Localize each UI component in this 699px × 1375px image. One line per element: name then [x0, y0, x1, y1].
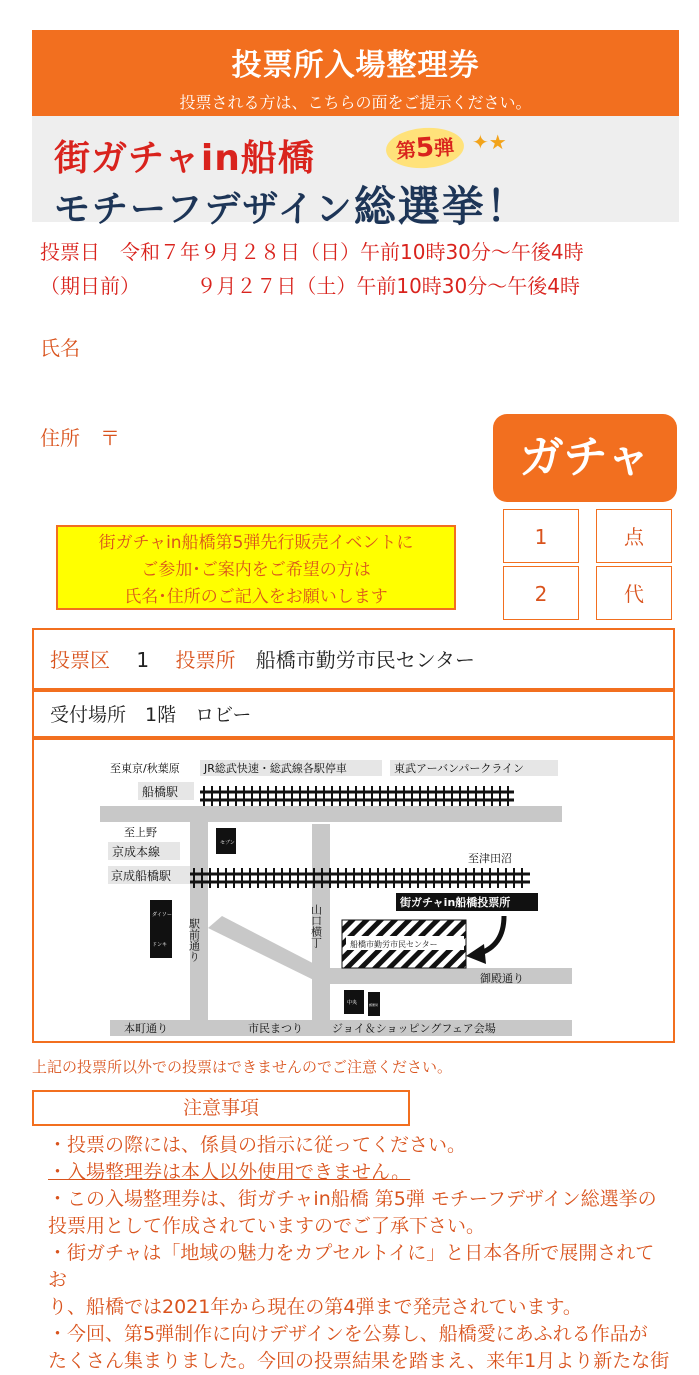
notice-line-2: ご参加･ご案内をご希望の方は [141, 560, 371, 580]
banner-text-in: in [200, 138, 241, 179]
caution-item: ・街ガチャは「地域の魅力をカプセルトイに」と日本各所で展開されてお [48, 1242, 655, 1291]
caution-item: ・投票の際には、係員の指示に従ってください。 [48, 1134, 467, 1156]
event-banner [32, 116, 679, 231]
funabashi-station-label: 船橋駅 [142, 785, 179, 799]
to-ueno-label: 至上野 [124, 826, 157, 839]
ticket-subtitle: 投票される方は、こちらの面をご提示ください。 [179, 93, 532, 112]
caution-list [32, 1132, 672, 1375]
station-value: 船橋市勤労市民センター [255, 648, 476, 672]
gacha-badge: ガチャ [493, 414, 677, 502]
tobu-line-label: 東武アーバンパークライン [394, 762, 525, 775]
keisei-rail-ties [194, 868, 522, 888]
banner-text-gacha: 街ガチャ [54, 138, 201, 179]
shop-daiso-label: ダイソー [152, 912, 172, 918]
banner-edition-badge [385, 125, 466, 170]
caution-item: ・この入場整理券は、街ガチャin船橋 第5弾 モチーフデザイン総選挙の [48, 1188, 657, 1210]
reception-text: 受付場所 1階 ロビー [50, 704, 252, 726]
name-label: 氏名 [40, 336, 80, 360]
caution-item: たくさん集まりました。今回の投票結果を踏まえ、来年1月より新たな街 [48, 1350, 670, 1372]
banner-title-line2 [54, 174, 530, 234]
map-svg [34, 740, 673, 1041]
honcho-dori-label: 本町通り [124, 1022, 168, 1035]
to-tokyo-label: 至東京/秋葉原 [110, 762, 180, 775]
banner-text-motif: モチーフデザイン [54, 189, 354, 230]
address-label: 住所 〒 [40, 426, 120, 450]
caution-item: ・今回、第5弾制作に向けデザインを公募し、船橋愛にあふれる作品が [48, 1323, 648, 1345]
station-label: 投票所 [175, 648, 236, 672]
shop-post-label: 郵便局 [369, 1003, 379, 1007]
gacha-cell-1: 1 [503, 509, 579, 563]
arrow-head-icon [466, 944, 486, 964]
keisei-station-label: 京成船橋駅 [111, 869, 172, 883]
poll-label: 街ガチャin船橋投票所 [400, 896, 511, 909]
reception-box [32, 690, 675, 738]
district-label: 投票区 [50, 648, 110, 672]
road-goten [330, 968, 572, 984]
shop-seven-label: セブン [220, 840, 235, 846]
district-value: 1 [136, 648, 150, 672]
caution-item: り、船橋では2021年から現在の第4弾まで発売されています。 [48, 1296, 582, 1318]
gacha-cell-4: 代 [596, 566, 672, 620]
badge-suffix: 弾 [433, 135, 455, 161]
center-label: 船橋市勤労市民センター [350, 940, 438, 949]
notice-line-1: 街ガチャin船橋第5弾先行販売イベントに [98, 533, 414, 553]
shop-chuo-label: 中央 [347, 1000, 358, 1006]
warning-text: 上記の投票所以外での投票はできませんのでご注意ください。 [32, 1058, 453, 1076]
early-voting-date: （期日前） ９月２７日（土）午前10時30分～午後4時 [40, 274, 580, 298]
joy-fair-label: ジョイ＆ショッピングフェア会場 [332, 1022, 496, 1035]
caution-heading: 注意事項 [32, 1090, 410, 1126]
ticket-header [32, 30, 679, 116]
badge-number: 5 [414, 132, 436, 164]
banner-text-election: 総選挙！ [353, 182, 530, 231]
badge-prefix: 第 [395, 137, 417, 163]
keisei-line-label: 京成本線 [112, 845, 161, 859]
access-map [32, 738, 675, 1043]
caution-item-underlined: ・入場整理券は本人以外使用できません。 [48, 1161, 411, 1183]
shop-donki-label: ドンキ [152, 942, 168, 948]
stars-icon: ✦★ [472, 130, 507, 154]
goten-dori-label: 御殿通り [480, 972, 524, 985]
polling-station-box [32, 628, 675, 690]
road-upper [100, 806, 562, 822]
ekimae-dori-label: 駅前通り [187, 918, 201, 962]
jr-line-label: JR総武快速・総武線各駅停車 [204, 762, 347, 775]
notice-line-3: 氏名･住所のご記入をお願いします [124, 587, 388, 607]
jr-rail-ties [204, 786, 508, 806]
gacha-cell-3: 2 [503, 566, 579, 620]
yamaguchi-label: 山口横丁 [309, 904, 323, 948]
event-notice [56, 525, 456, 610]
to-tsudanuma-label: 至津田沼 [468, 852, 512, 865]
gacha-cell-2: 点 [596, 509, 672, 563]
caution-item [32, 1159, 672, 1186]
banner-text-funabashi: 船橋 [240, 138, 315, 179]
voting-date: 投票日 令和７年９月２８日（日）午前10時30分～午後4時 [40, 240, 584, 264]
ticket-title: 投票所入場整理券 [231, 48, 480, 83]
caution-item: 投票用として作成されていますのでご了承下さい。 [48, 1215, 486, 1237]
shimin-matsuri-label: 市民まつり [248, 1022, 303, 1035]
